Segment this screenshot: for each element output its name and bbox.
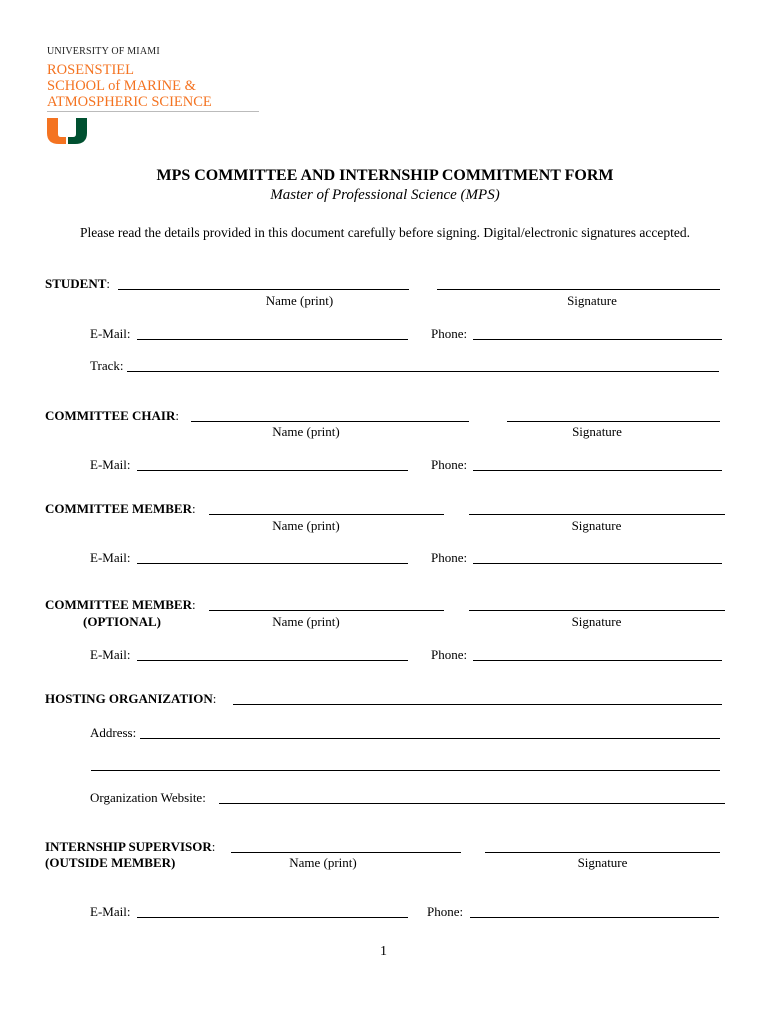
member-email-label: E-Mail: bbox=[90, 550, 131, 565]
student-phone-label: Phone: bbox=[431, 326, 468, 341]
optional-tag: (OPTIONAL) bbox=[83, 614, 161, 629]
optional-member-signature-field[interactable] bbox=[469, 610, 725, 611]
address-label: Address: bbox=[90, 725, 137, 740]
member-email-field[interactable] bbox=[137, 563, 408, 564]
student-track-field[interactable] bbox=[127, 371, 719, 372]
optional-member-phone-field[interactable] bbox=[473, 660, 722, 661]
committee-chair-label: COMMITTEE CHAIR: bbox=[45, 408, 179, 423]
optional-member-label: COMMITTEE MEMBER: bbox=[45, 597, 196, 612]
optional-member-name-caption: Name (print) bbox=[272, 614, 340, 629]
chair-signature-field[interactable] bbox=[507, 421, 720, 422]
member-name-caption: Name (print) bbox=[272, 518, 340, 533]
supervisor-label: INTERNSHIP SUPERVISOR: bbox=[45, 839, 216, 854]
optional-member-email-field[interactable] bbox=[137, 660, 408, 661]
supervisor-name-field[interactable] bbox=[231, 852, 461, 853]
hosting-org-label: HOSTING ORGANIZATION: bbox=[45, 691, 217, 706]
optional-member-name-field[interactable] bbox=[209, 610, 444, 611]
page-title: MPS COMMITTEE AND INTERNSHIP COMMITMENT FORM bbox=[156, 167, 614, 184]
student-phone-field[interactable] bbox=[473, 339, 722, 340]
address-field-line-2[interactable] bbox=[91, 770, 720, 771]
member-signature-caption: Signature bbox=[571, 518, 622, 533]
chair-signature-caption: Signature bbox=[572, 424, 622, 439]
page-number: 1 bbox=[380, 944, 387, 959]
student-signature-field[interactable] bbox=[437, 289, 720, 290]
student-label: STUDENT: bbox=[45, 276, 111, 291]
member-signature-field[interactable] bbox=[469, 514, 725, 515]
member-phone-label: Phone: bbox=[431, 550, 468, 565]
u-logo-icon bbox=[47, 118, 87, 144]
student-name-caption: Name (print) bbox=[265, 293, 334, 308]
instructions: Please read the details provided in this document carefully before signing. Digital/electronic signatures accepted. bbox=[80, 225, 690, 240]
school-name-line-3: ATMOSPHERIC SCIENCE bbox=[47, 94, 212, 110]
supervisor-name-caption: Name (print) bbox=[289, 855, 357, 870]
student-email-label: E-Mail: bbox=[90, 326, 131, 341]
student-name-field[interactable] bbox=[118, 289, 409, 290]
chair-name-field[interactable] bbox=[191, 421, 469, 422]
supervisor-phone-field[interactable] bbox=[470, 917, 719, 918]
supervisor-signature-field[interactable] bbox=[485, 852, 720, 853]
supervisor-email-field[interactable] bbox=[137, 917, 408, 918]
student-email-field[interactable] bbox=[137, 339, 408, 340]
page-subtitle: Master of Professional Science (MPS) bbox=[270, 187, 500, 203]
optional-member-signature-caption: Signature bbox=[571, 614, 622, 629]
hosting-org-field[interactable] bbox=[233, 704, 722, 705]
address-field-line-1[interactable] bbox=[140, 738, 720, 739]
member-phone-field[interactable] bbox=[473, 563, 722, 564]
supervisor-email-label: E-Mail: bbox=[90, 904, 131, 919]
university-name: UNIVERSITY OF MIAMI bbox=[47, 46, 160, 57]
logo-divider bbox=[47, 111, 259, 112]
org-website-label: Organization Website: bbox=[90, 790, 206, 805]
student-signature-caption: Signature bbox=[567, 293, 617, 308]
supervisor-phone-label: Phone: bbox=[427, 904, 464, 919]
optional-member-email-label: E-Mail: bbox=[90, 647, 131, 662]
school-name-line-1: ROSENSTIEL bbox=[47, 62, 134, 78]
committee-member-label: COMMITTEE MEMBER: bbox=[45, 501, 196, 516]
org-website-field[interactable] bbox=[219, 803, 725, 804]
outside-member-tag: (OUTSIDE MEMBER) bbox=[45, 855, 176, 870]
chair-phone-label: Phone: bbox=[431, 457, 468, 472]
chair-email-field[interactable] bbox=[137, 470, 408, 471]
school-name-line-2: SCHOOL of MARINE & bbox=[47, 78, 196, 94]
student-track-label: Track: bbox=[90, 358, 124, 373]
chair-name-caption: Name (print) bbox=[272, 424, 340, 439]
chair-phone-field[interactable] bbox=[473, 470, 722, 471]
member-name-field[interactable] bbox=[209, 514, 444, 515]
optional-member-phone-label: Phone: bbox=[431, 647, 468, 662]
chair-email-label: E-Mail: bbox=[90, 457, 131, 472]
supervisor-signature-caption: Signature bbox=[577, 855, 628, 870]
